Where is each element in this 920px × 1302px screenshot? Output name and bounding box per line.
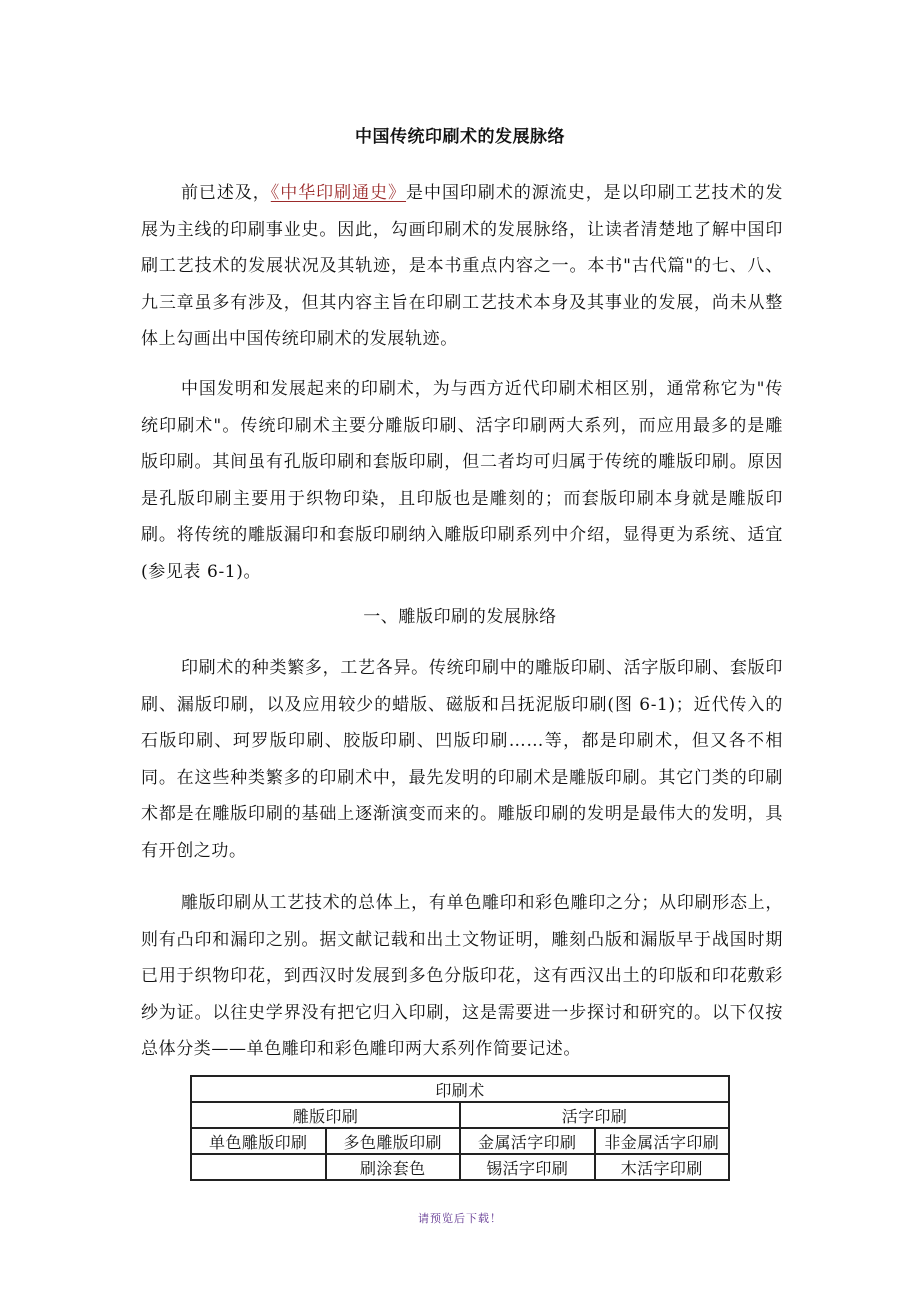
table-header-cell: 印刷术 bbox=[191, 1076, 729, 1102]
paragraph-printing-types: 印刷术的种类繁多，工艺各异。传统印刷中的雕版印刷、活字版印刷、套版印刷、漏版印刷，以及应用较少的蜡版、磁版和吕抚泥版印刷(图 6-1)；近代传入的石版印刷、珂罗版印刷、胶版印刷、凹版印刷……等，都是印刷术，但又各不相同。在这些种类繁多的印刷术中，最先发明的印刷术是雕版印刷。其它门类的印刷术都是在雕版印刷的基础上逐渐演变而来的。雕版印刷的发明是最伟大的发明，具有开创之功。 bbox=[141, 658, 783, 861]
table-cell: 多色雕版印刷 bbox=[326, 1128, 461, 1154]
paragraph-woodblock-categories: 雕版印刷从工艺技术的总体上，有单色雕印和彩色雕印之分；从印刷形态上，则有凸印和漏印之别。据文献记载和出土文物证明，雕刻凸版和漏版早于战国时期已用于织物印花，到西汉时发展到多色分版印花，这有西汉出土的印版和印花敷彩纱为证。以往史学界没有把它归入印刷，这是需要进一步探讨和研究的。以下仅按总体分类——单色雕印和彩色雕印两大系列作简要记述。 bbox=[141, 893, 783, 1059]
table-group-movable-type: 活字印刷 bbox=[460, 1102, 729, 1128]
table-cell: 锡活字印刷 bbox=[460, 1154, 595, 1180]
paragraph-intro-rest: 是中国印刷术的源流史，是以印刷工艺技术的发展为主线的印刷事业史。因此，勾画印刷术的发展脉络，让读者清楚地了解中国印刷工艺技术的发展状况及其轨迹，是本书重点内容之一。本书"古代篇"的七、八、九三章虽多有涉及，但其内容主旨在印刷工艺技术本身及其事业的发展，尚未从整体上勾画出中国传统印刷术的发展轨迹。 bbox=[141, 183, 783, 349]
table-cell: 非金属活字印刷 bbox=[595, 1128, 730, 1154]
book-title-link[interactable]: 《中华印刷通史》 bbox=[270, 183, 407, 203]
table-cell: 刷涂套色 bbox=[326, 1154, 461, 1180]
table-row bbox=[191, 1102, 729, 1128]
table-cell: 木活字印刷 bbox=[595, 1154, 730, 1180]
footer-download-note: 请预览后下载！ bbox=[418, 1212, 502, 1225]
paragraph-intro bbox=[141, 175, 783, 358]
table-cell: 金属活字印刷 bbox=[460, 1128, 595, 1154]
section-heading: 一、雕版印刷的发展脉络 bbox=[363, 607, 557, 627]
table-group-woodblock: 雕版印刷 bbox=[191, 1102, 460, 1128]
paragraph-intro-lead: 前已述及， bbox=[180, 183, 271, 203]
paragraph-traditional-printing: 中国发明和发展起来的印刷术，为与西方近代印刷术相区别，通常称它为"传统印刷术"。传统印刷术主要分雕版印刷、活字印刷两大系列，而应用最多的是雕版印刷。其间虽有孔版印刷和套版印刷，但二者均可归属于传统的雕版印刷。原因是孔版印刷主要用于织物印染，且印版也是雕刻的；而套版印刷本身就是雕版印刷。将传统的雕版漏印和套版印刷纳入雕版印刷系列中介绍，显得更为系统、适宜(参见表 6-1)。 bbox=[141, 379, 783, 582]
printing-classification-table bbox=[190, 1075, 730, 1181]
table-cell bbox=[191, 1154, 326, 1180]
table-row bbox=[191, 1076, 729, 1102]
table-row bbox=[191, 1128, 729, 1154]
page-title: 中国传统印刷术的发展脉络 bbox=[355, 127, 565, 147]
table-row bbox=[191, 1154, 729, 1180]
table-cell: 单色雕版印刷 bbox=[191, 1128, 326, 1154]
